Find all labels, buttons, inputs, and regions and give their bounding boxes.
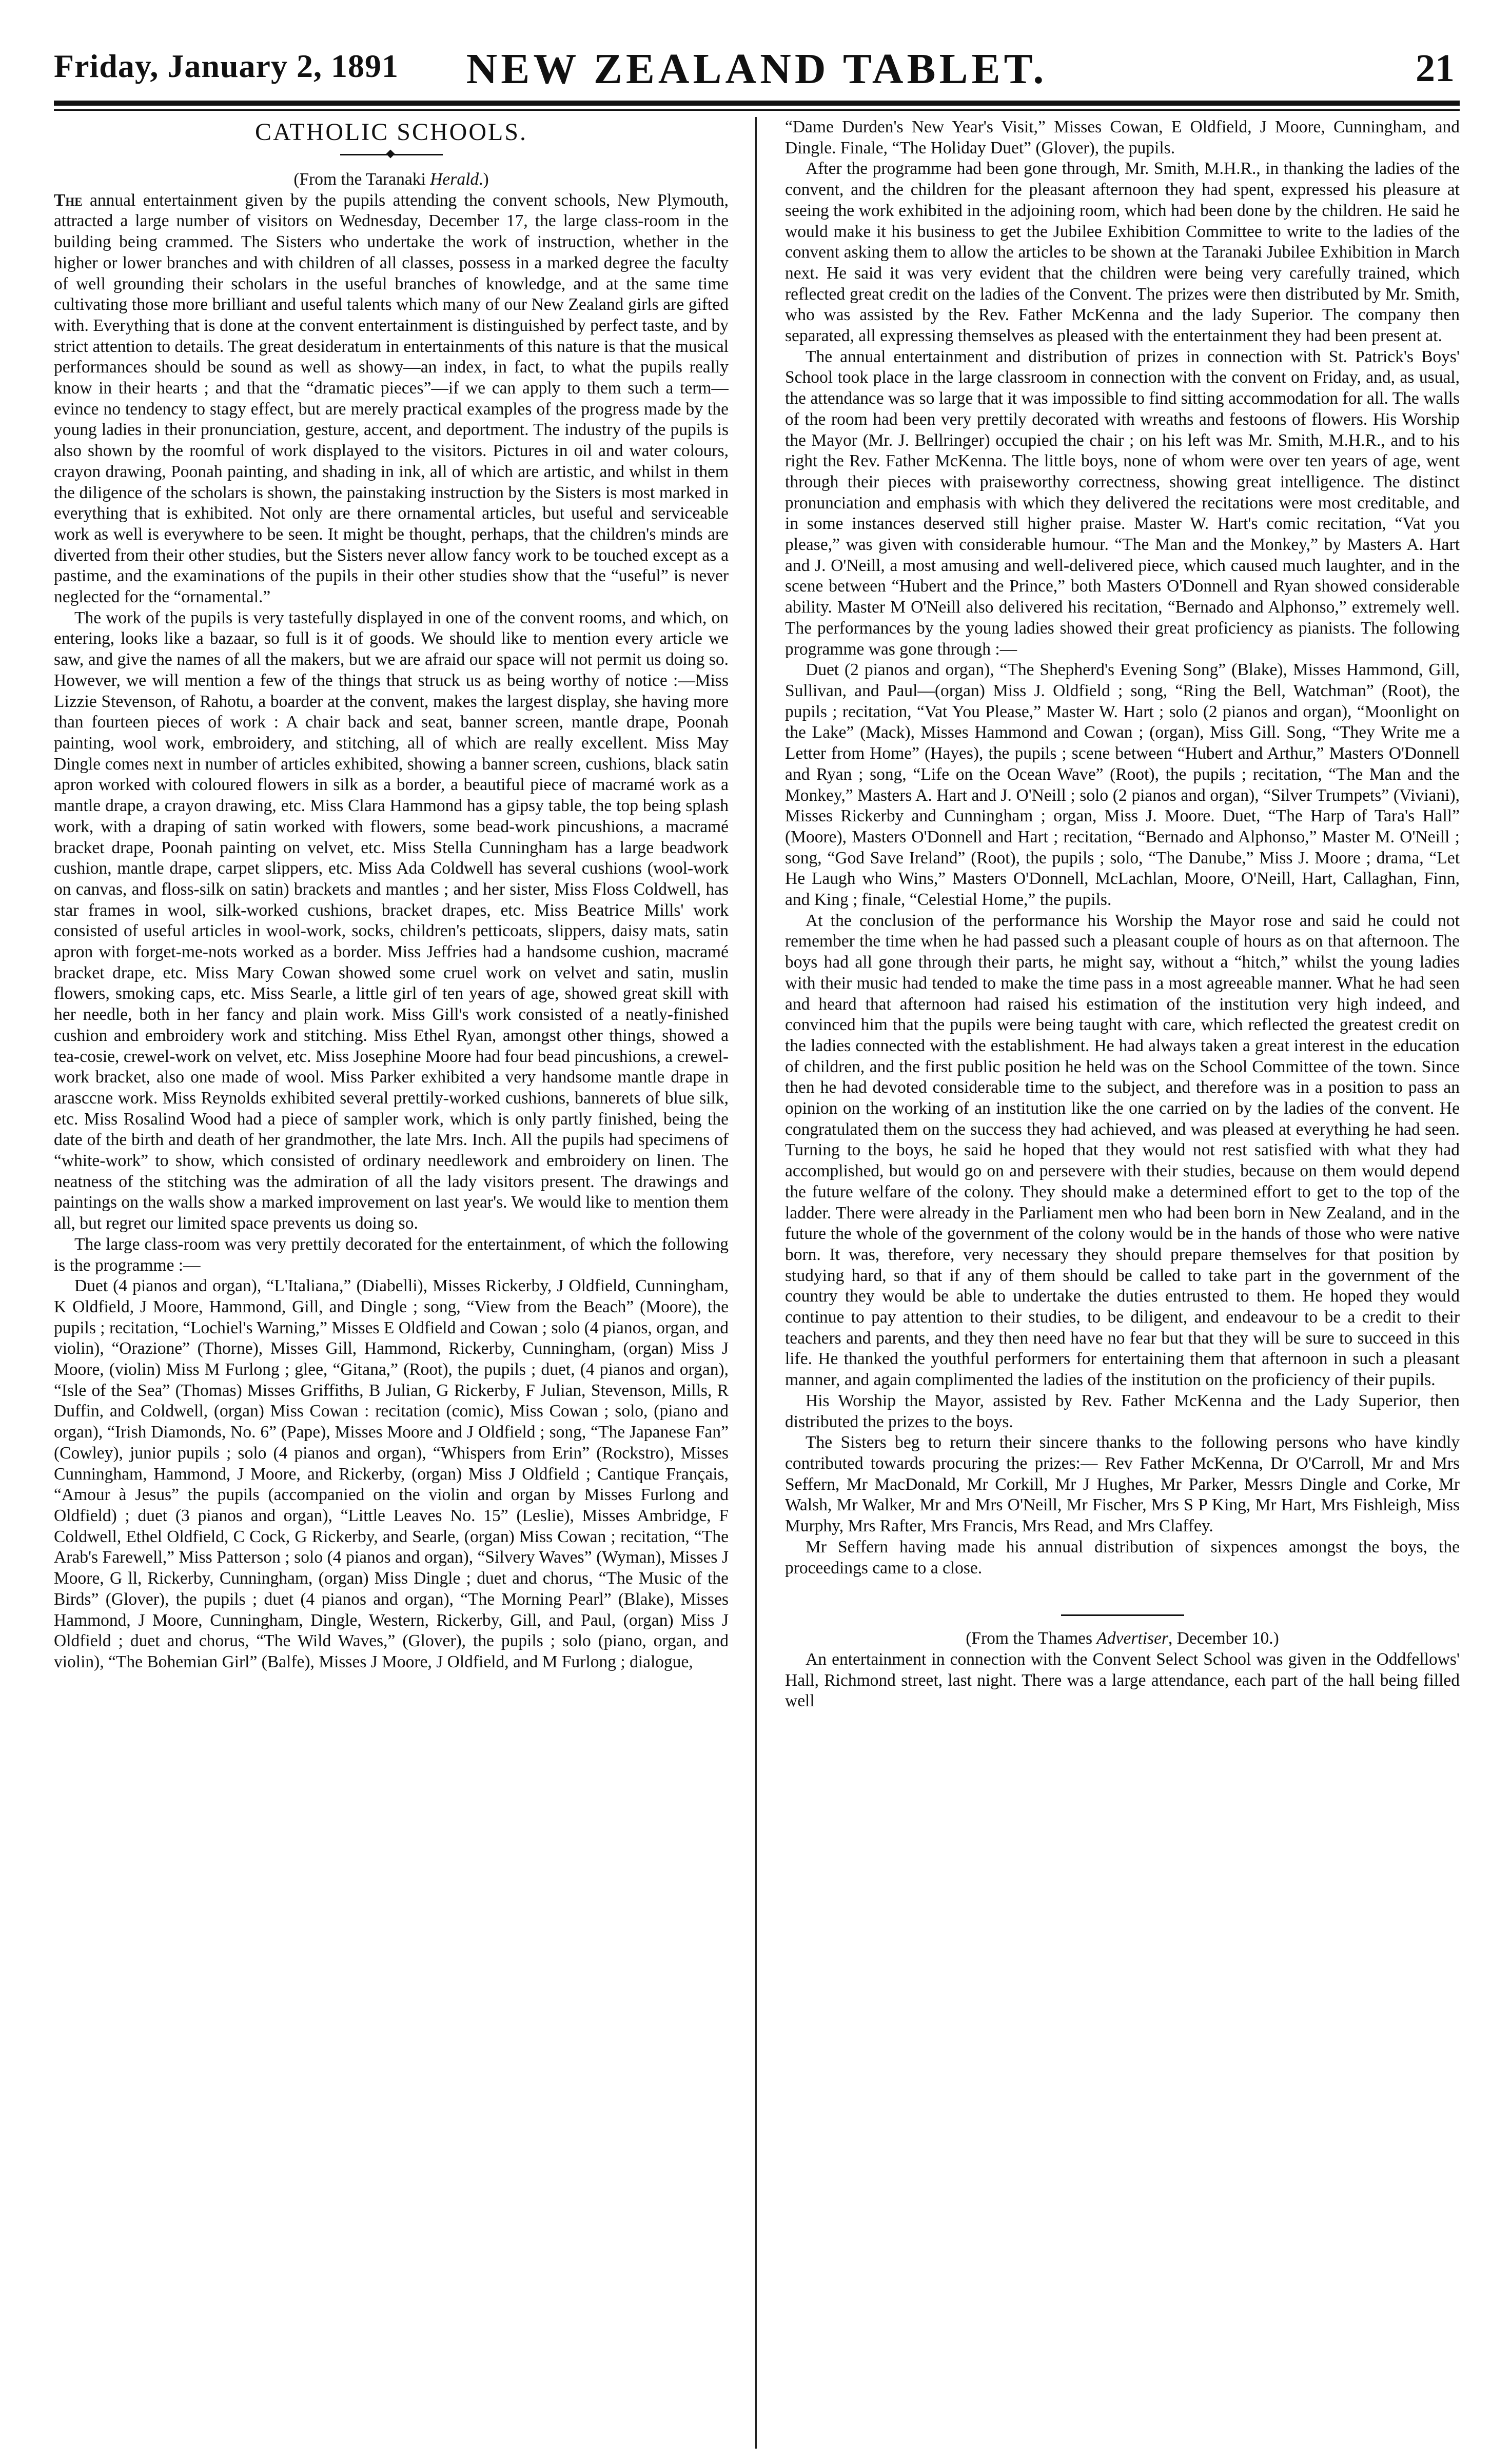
heading-ornament bbox=[340, 151, 443, 158]
article-paragraph: The Sisters beg to return their sincere thanks to the following persons who have kindly contributed towards procuring the prizes:— Rev Father McKenna, Dr O'Carroll, Mr and Mrs Seffern, Mr MacDonald, Mr Corkill, Mr J Hughes, Mr Parker, Messrs Dingle and Corke, Mr Walsh, Mr Walker, Mr and Mrs O'Neill, Mr Fischer, Mrs S P King, Mr Hart, Mrs Fishleigh, Miss Murphy, Mrs Rafter, Mrs Francis, Mrs Read, and Mrs Claffey. bbox=[785, 1433, 1460, 1536]
article-paragraph: “Dame Durden's New Year's Visit,” Misses Cowan, E Oldfield, J Moore, Cunningham, and Dingle. Finale, “The Holiday Duet” (Glover), the pupils. bbox=[785, 117, 1460, 157]
article-heading: CATHOLIC SCHOOLS. bbox=[254, 119, 528, 146]
source-suffix: , December 10.) bbox=[1168, 1629, 1279, 1648]
section-separator bbox=[1061, 1614, 1184, 1616]
article-paragraph: The annual entertainment and distribution of prizes in connection with St. Patrick's Boys' School took place in the large classroom in connection with the convent on Friday, and, as usual, the attendance was so large that it was impossible to find sitting accommodation for all. The walls of the room had been very prettily decorated with wreaths and festoons of flowers. His Worship the Mayor (Mr. J. Bellringer) occupied the chair ; on his left was Mr. Smith, M.H.R., and to his right the Rev. Father McKenna. The little boys, none of whom were over ten years of age, went through their pieces with praiseworthy correctness, showing great intelligence. The distinct pronunciation and emphasis with which they delivered the recitations were most creditable, and in some instances deserved still higher praise. Master W. Hart's comic recitation, “Vat you please,” was given with considerable humour. “The Man and the Monkey,” by Masters A. Hart and J. O'Neill, a most amusing and well-delivered piece, which caused much laughter, and in the scene between “Hubert and the Prince,” both Masters O'Donnell and Ryan showed considerable ability. Master M O'Neill also delivered his recitation, “Bernado and Alphonso,” extremely well. The performances by the young ladies showed their great proficiency as pianists. The following programme was gone through :— bbox=[785, 347, 1460, 659]
source-suffix: .) bbox=[479, 170, 489, 189]
article-paragraph: The large class-room was very prettily decorated for the entertainment, of which the following is the programme :— bbox=[54, 1234, 729, 1275]
source-paper: Herald bbox=[430, 170, 479, 189]
article-paragraph: His Worship the Mayor, assisted by Rev. Father McKenna and the Lady Superior, then distributed the prizes to the boys. bbox=[785, 1391, 1460, 1431]
second-article-source bbox=[785, 1628, 1460, 1649]
column-divider bbox=[755, 117, 757, 2449]
article-paragraph: Mr Seffern having made his annual distribution of sixpences amongst the boys, the proceedings came to a close. bbox=[785, 1537, 1460, 1578]
header-rule-thick bbox=[54, 101, 1460, 106]
source-paper: Advertiser bbox=[1096, 1629, 1168, 1648]
source-prefix: (From the Thames bbox=[966, 1629, 1097, 1648]
article-paragraph-lead bbox=[54, 190, 729, 608]
article-paragraph: An entertainment in connection with the Convent Select School was given in the Oddfellows' Hall, Richmond street, last night. There was a large attendance, each part of the hall being filled well bbox=[785, 1649, 1460, 1711]
lead-word: The bbox=[54, 190, 83, 210]
programme-paragraph: Duet (2 pianos and organ), “The Shepherd's Evening Song” (Blake), Misses Hammond, Gill, Sullivan, and Paul—(organ) Miss J. Oldfield ; song, “Ring the Bell, Watchman” (Root), the pupils ; recitation, “Vat You Please,” Master W. Hart ; solo (2 pianos and organ), “Moonlight on the Lake” (Mack), Misses Hammond and Cowan ; (organ), Miss Gill. Song, “They Write me a Letter from Home” (Hayes), the pupils ; scene between “Hubert and Arthur,” Masters O'Donnell and Ryan ; song, “Life on the Ocean Wave” (Root), the pupils ; recitation, “The Man and the Monkey,” Masters A. Hart and J. O'Neill ; solo (2 pianos and organ), “Silver Trumpets” (Viviani), Misses Rickerby and Cunningham ; organ, Miss J. Moore. Duet, “The Harp of Tara's Hall” (Moore), Masters O'Donnell and Hart ; recitation, “Bernado and Alphonso,” Master M. O'Neill ; song, “God Save Ireland” (Root), the pupils ; solo, “The Danube,” Miss J. Moore ; drama, “Let He Laugh who Wins,” Masters O'Donnell, McLachlan, Moore, O'Neill, Hart, Callaghan, Finn, and King ; finale, “Celestial Home,” the pupils. bbox=[785, 660, 1460, 910]
right-column bbox=[785, 117, 1460, 2449]
left-column bbox=[54, 117, 729, 2449]
article-paragraph: The work of the pupils is very tastefully displayed in one of the convent rooms, and which, on entering, looks like a bazaar, so full is it of goods. We should like to mention every article we saw, and give the names of all the makers, but we are afraid our space will not permit us doing so. However, we will mention a few of the things that struck us as being worthy of notice :—Miss Lizzie Stevenson, of Rahotu, a boarder at the convent, makes the largest display, she having more than fourteen pieces of work : A chair back and seat, banner screen, mantle drape, Poonah painting, wool work, embroidery, and stitching, all of which are really excellent. Miss May Dingle comes next in number of articles exhibited, showing a banner screen, cushions, black satin apron worked with coloured flowers in silk as a border, a beautiful piece of macramé work as a mantle drape, a crayon drawing, etc. Miss Clara Hammond has a gipsy table, the top being splash work, with a draping of satin worked with flowers, some bead-work pincushions, a macramé bracket drape, Poonah painting on velvet, etc. Miss Stella Cunningham has a large beadwork cushion, mantle drape, carpet slippers, etc. Miss Ada Coldwell has several cushions (wool-work on canvas, and floss-silk on satin) brackets and mantles ; and her sister, Miss Floss Coldwell, has star frames in wool, silk-worked cushions, bracket drapes, etc. Miss Beatrice Mills' work consisted of useful articles in wool-work, socks, children's petticoats, slippers, daisy mats, satin apron with forget-me-nots worked as a border. Miss Jeffries had a handsome cushion, macramé bracket drape, etc. Miss Mary Cowan showed some cruel work on velvet and satin, muslin flowers, smoking caps, etc. Miss Searle, a little girl of ten years of age, showed great skill with her needle, both in her fancy and plain work. Miss Gill's work consisted of a neatly-finished cushion and embroidery work and stitching. Miss Ethel Ryan, amongst other things, showed a tea-cosie, crewel-work on velvet, etc. Miss Josephine Moore had four bead pincushions, a crewel-work bracket, also one made of wool. Miss Parker exhibited a very handsome mantle drape in arasccne work. Miss Reynolds exhibited several prettily-worked cushions, bannerets of blue silk, etc. Miss Rosalind Wood had a piece of sampler work, which is only partly finished, being the date of the birth and death of her grandmother, the late Mrs. Inch. All the pupils had specimens of “white-work” to show, which consisted of ordinary needlework and embroidery on linen. The neatness of the stitching was the admiration of all the lady visitors present. The drawings and paintings on the walls show a marked improvement on last year's. We would like to mention them all, but regret our limited space prevents us doing so. bbox=[54, 608, 729, 1233]
page-header bbox=[54, 44, 1460, 106]
issue-date: Friday, January 2, 1891 bbox=[54, 48, 399, 84]
paragraph-text: annual entertainment given by the pupils attending the convent schools, New Plymouth, attracted a large number of visitors on Wednesday, December 17, the large class-room in the building being crammed. The Sisters who undertake the work of instruction, whether in the higher or lower branches and with children of all classes, possess in a marked degree the faculty of well grounding their scholars in the useful branches of knowledge, and at the same time cultivating those more brilliant and useful talents which many of our New Zealand girls are gifted with. Everything that is done at the convent entertainment is distinguished by perfect taste, and by strict attention to details. The great desideratum in entertainments of this nature is that the musical performances should be sound as well as showy—an index, in fact, to what the pupils really know in their hearts ; and that the “dramatic pieces”—if we can apply to them such a term—evince no tendency to stagy effect, but are merely practical examples of the progress made by the young ladies in their pronunciation, gesture, accent, and deportment. The industry of the pupils is also shown by the roomful of work displayed to the visitors. Pictures in oil and water colours, crayon drawing, Poonah painting, and shading in ink, all of which are artistic, and whilst in them the diligence of the scholars is shown, the painstaking instruction by the Sisters is most marked in everything that is exhibited. Not only are there ornamental articles, but useful and serviceable work as well is everywhere to be seen. It might be thought, perhaps, that the children's minds are diverted from their other studies, but the Sisters never allow fancy work to be touched except as a pastime, and the examinations of the pupils in their other studies show that the “useful” is never neglected for the “ornamental.” bbox=[54, 190, 729, 607]
ornament-diamond bbox=[386, 150, 395, 159]
header-rule-thin bbox=[54, 109, 1460, 111]
article-paragraph: After the programme had been gone through, Mr. Smith, M.H.R., in thanking the ladies of the convent, and the children for the pleasant afternoon they had spent, expressed his pleasure at seeing the work exhibited in the adjoining room, which had been done by the children. He said he would make it his business to get the Jubilee Exhibition Committee to write to the ladies of the convent asking them to allow the articles to be shown at the Taranaki Jubilee Exhibition in March next. He said it was very evident that the children were being very carefully trained, which reflected great credit on the ladies of the Convent. The prizes were then distributed by Mr. Smith, who was assisted by the Rev. Father McKenna and the lady Superior. The company then separated, all expressing themselves as pleased with the entertainment they had been present at. bbox=[785, 159, 1460, 346]
article-source bbox=[54, 169, 729, 190]
article-paragraph: At the conclusion of the performance his Worship the Mayor rose and said he could not remember the time when he had passed such a pleasant couple of hours as on that afternoon. The boys had all gone through their parts, he might say, without a “hitch,” whilst the young ladies with their music had tended to make the time pass in a most agreeable manner. What he had seen and heard that afternoon had raised his estimation of the institution very high indeed, and convinced him that the pupils were being taught with care, which reflected the greatest credit on the ladies connected with the establishment. He had always taken a great interest in the education of children, and the first public position he held was on the School Committee of the town. Since then he had devoted considerable time to the subject, and therefore was in a position to pass an opinion on the working of an institution like the one carried on by the ladies of the convent. He congratulated them on the success they had achieved, and was pleased at everything he had seen. Turning to the boys, he said he hoped that they would not rest satisfied with what they had accomplished, but would go on and persevere with their studies, because on them would depend the future welfare of the colony. They should make a determined effort to get to the top of the ladder. There were already in the Parliament men who had been born in New Zealand, and in the future the whole of the government of the colony would be in the hands of those who were native born. It was, therefore, very necessary they should prepare themselves for that position by studying hard, so that if any of them should be called to take part in the government of the country they would be able to undertake the duties entrusted to them. He hoped they would continue to pay attention to their studies, to be diligent, and endeavour to be a credit to their teachers and parents, and they then need have no fear but that they will be sure to succeed in this life. He thanked the youthful performers for entertaining them that afternoon in such a pleasant manner, and again complimented the ladies of the institution on the proficiency of their pupils. bbox=[785, 911, 1460, 1390]
source-prefix: (From the Taranaki bbox=[293, 170, 430, 189]
programme-paragraph: Duet (4 pianos and organ), “L'Italiana,” (Diabelli), Misses Rickerby, J Oldfield, Cunningham, K Oldfield, J Moore, Hammond, Gill, and Dingle ; song, “View from the Beach” (Moore), the pupils ; recitation, “Lochiel's Warning,” Misses E Oldfield and Cowan ; solo (4 pianos, organ, and violin), “Orazione” (Thorne), Misses Gill, Hammond, Rickerby, Cunningham, (organ) Miss J Moore, (violin) Miss M Furlong ; glee, “Gitana,” (Root), the pupils ; duet, (4 pianos and organ), “Isle of the Sea” (Thomas) Misses Griffiths, B Julian, G Rickerby, F Julian, Stevenson, Mills, R Duffin, and Coldwell, (organ) Miss Cowan : recitation (comic), Miss Cowan ; solo, (piano and organ), “Irish Diamonds, No. 6” (Pape), Misses Moore and J Oldfield ; song, “The Japanese Fan” (Cowley), junior pupils ; solo (4 pianos and organ), “Whispers from Erin” (Rockstro), Misses Cunningham, Hammond, J Moore, and Rickerby, (organ) Miss J Oldfield ; Cantique Français, “Amour à Jesus” the pupils (accompanied on the violin and organ by Misses Furlong and Oldfield) ; duet (3 pianos and organ), “Little Leaves No. 15” (Leslie), Misses Ambridge, F Coldwell, Ethel Oldfield, C Cock, G Rickerby, and Searle, (organ) Miss Cowan ; recitation, “The Arab's Farewell,” Miss Patterson ; solo (4 pianos and organ), “Silvery Waves” (Wyman), Misses J Moore, G ll, Rickerby, Cunningham, (organ) Miss Dingle ; duet and chorus, “The Music of the Birds” (Glover), the pupils ; duet (4 pianos and organ), “The Morning Pearl” (Blake), Misses Hammond, J Moore, Cunningham, Dingle, Western, Rickerby, Gill, and Paul, (organ) Miss J Oldfield ; duet and chorus, “The Wild Waves,” (Glover), the pupils ; solo (piano, organ, and violin), “The Bohemian Girl” (Balfe), Misses J Moore, J Oldfield, and M Furlong ; dialogue, bbox=[54, 1276, 729, 1671]
newspaper-title: NEW ZEALAND TABLET. bbox=[466, 45, 1048, 93]
page-number: 21 bbox=[1416, 47, 1455, 90]
